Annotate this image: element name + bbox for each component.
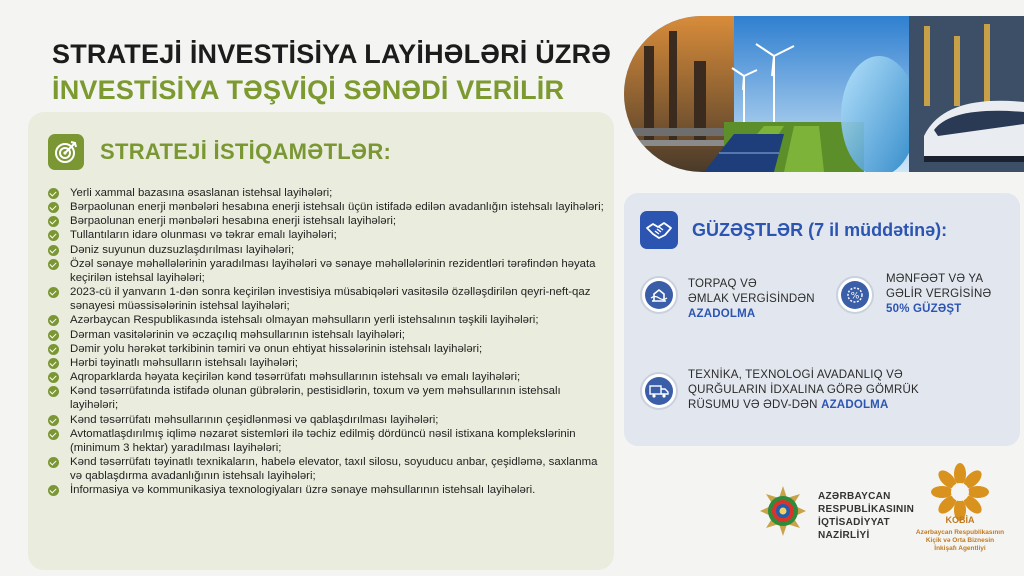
check-icon <box>48 216 59 227</box>
industry-collage-image <box>624 16 1024 172</box>
check-icon <box>48 415 59 426</box>
benefit-profit-income-tax: MƏNFƏƏT VƏ YA GƏLİR VERGİSİNƏ 50% GÜZƏŞT <box>886 273 992 315</box>
check-icon <box>48 188 59 199</box>
list-item: Tullantıların idarə olunması və təkrar emalı layihələri; <box>48 228 610 242</box>
check-icon <box>48 259 59 270</box>
list-item: Dəniz suyunun duzsuzlaşdırılması layihələri; <box>48 243 610 257</box>
check-icon <box>48 386 59 397</box>
benefit-customs-vat: TEXNİKA, TEXNOLOGİ AVADANLIQ VƏ QURĞULARIN İDXALINA GÖRƏ GÖMRÜK RÜSUMU VƏ ƏDV-DƏN AZADOLMA <box>688 369 919 411</box>
list-item: Dəmir yolu hərəkət tərkibinin təmiri və onun ehtiyat hissələrinin istehsalı layihələri; <box>48 342 610 356</box>
list-item: Özəl sənaye məhəllələrinin yaradılması layihələri və sənaye məhəllələrinin rezidentləri tərəfindən həyata keçirilən istehsal layihələri; <box>48 257 610 285</box>
check-icon <box>48 230 59 241</box>
check-icon <box>48 245 59 256</box>
list-item: 2023-cü il yanvarın 1-dən sonra keçirilən investisiya müsabiqələri vasitəsilə özəlləşdirilən qeyri-neft-qaz sənayesi müəssisələrinin istehsal layihələri; <box>48 285 610 313</box>
target-icon <box>48 134 84 170</box>
benefits-header <box>640 211 947 249</box>
handshake-icon <box>640 211 678 249</box>
kobia-agency-name: Azərbaycan Respublikasının Kiçik və Orta Biznesin İnkişafı Agentliyi <box>915 529 1005 552</box>
percent-badge-icon <box>836 276 874 314</box>
list-item: Azərbaycan Respublikasında istehsalı olmayan məhsulların yerli istehsalının təşkili layihələri; <box>48 313 610 327</box>
check-icon <box>48 344 59 355</box>
check-icon <box>48 485 59 496</box>
benefits-title: GÜZƏŞTLƏR (7 il müddətinə): <box>692 219 948 240</box>
list-item: Yerli xammal bazasına əsaslanan istehsal layihələri; <box>48 186 610 200</box>
list-item: Kənd təsərrüfatında istifadə olunan gübrələrin, pestisidlərin, toxum və yem məhsullarının istehsalı layihələri; <box>48 384 610 412</box>
strategy-title: STRATEJİ İSTİQAMƏTLƏR: <box>100 139 392 164</box>
check-icon <box>48 358 59 369</box>
check-icon <box>48 202 59 213</box>
check-icon <box>48 315 59 326</box>
ministry-name: AZƏRBAYCAN RESPUBLİKASININ İQTİSADİYYAT NAZİRLİYİ <box>818 491 915 541</box>
svg-text:%: % <box>850 291 860 302</box>
check-icon <box>48 457 59 468</box>
list-item: Aqroparklarda həyata keçirilən kənd təsərrüfatı məhsullarının istehsalı və emalı layihələri; <box>48 370 610 384</box>
benefit-land-property-tax: TORPAQ VƏ ƏMLAK VERGİSİNDƏN AZADOLMA <box>688 278 815 320</box>
check-icon <box>48 429 59 440</box>
check-icon <box>48 287 59 298</box>
title-line-2: İNVESTİSİYA TƏŞVİQİ SƏNƏDİ VERİLİR <box>52 75 565 105</box>
list-item: Kənd təsərrüfatı təyinatlı texnikaların, habelə elevator, taxıl silosu, soyuducu anbar, çeşidləmə, saxlanma və qablaşdırma avadanlığının istehsalı layihələri; <box>48 455 610 483</box>
list-item: Bərpaolunan enerji mənbələri hesabına enerji istehsalı üçün istifadə edilən avadanlığın istehsalı layihələri; <box>48 200 610 214</box>
list-item: Kənd təsərrüfatı məhsullarının çeşidlənməsi və qablaşdırılması layihələri; <box>48 413 610 427</box>
truck-icon <box>640 372 678 410</box>
check-icon <box>48 372 59 383</box>
list-item: Hərbi təyinatlı məhsulların istehsalı layihələri; <box>48 356 610 370</box>
list-item: Avtomatlaşdırılmış iqlimə nəzarət sistemləri ilə təchiz edilmiş dördüncü nəsil istixana komplekslərinin (minimum 3 hektar) yaradılması layihələri; <box>48 427 610 455</box>
strategy-header <box>48 134 391 170</box>
title-line-1: STRATEJİ İNVESTİSİYA LAYİHƏLƏRİ ÜZRƏ <box>52 39 612 69</box>
list-item: Bərpaolunan enerji mənbələri hesabına enerji istehsalı layihələri; <box>48 214 610 228</box>
strategy-list <box>48 186 610 497</box>
check-icon <box>48 330 59 341</box>
ministry-emblem-logo <box>756 484 810 538</box>
list-item: İnformasiya və kommunikasiya texnologiyaları üzrə sənaye məhsullarının istehsalı layihələri. <box>48 483 610 497</box>
kobia-flower-logo <box>928 462 992 526</box>
svg-text:KOBİA: KOBİA <box>945 515 975 525</box>
page-title <box>52 36 611 108</box>
land-property-icon <box>640 276 678 314</box>
list-item: Dərman vasitələrinin və əczaçılıq məhsullarının istehsalı layihələri; <box>48 328 610 342</box>
